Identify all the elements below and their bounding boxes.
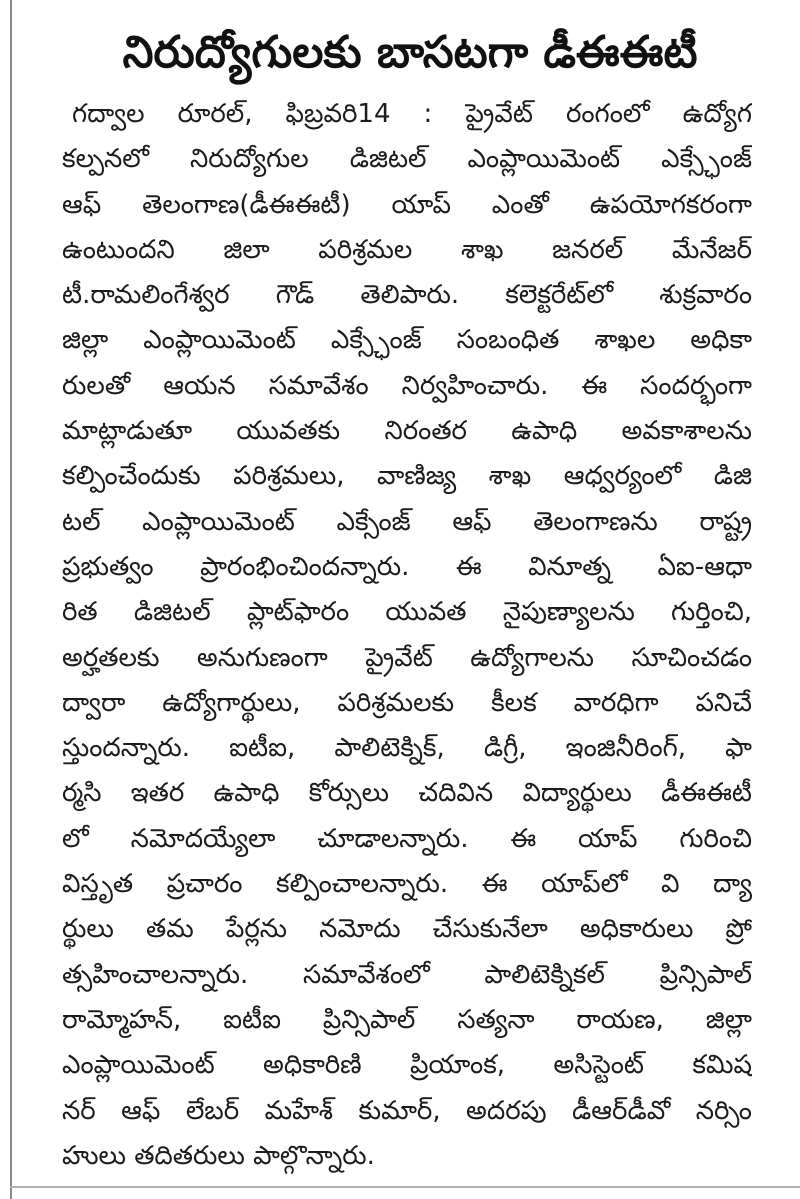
article-line: ఉంటుందని జిలా పరిశ్రమల శాఖ జనరల్ మేనేజర్ [62, 234, 752, 265]
article-line: ఆఫ్ తెలంగాణ(డీఈఈటీ) యాప్ ఎంతో ఉపయోగకరంగా [62, 189, 752, 220]
article-line: నర్ ఆఫ్ లేబర్ మహేశ్ కుమార్, అదరపు డీఆర్‌డీవో నర్సిం [62, 1095, 752, 1126]
article-body [62, 92, 752, 1177]
article-line: ద్వారా ఉద్యోగార్థులు, పరిశ్రమలకు కీలక వారధిగా పనిచే [62, 687, 752, 718]
article-line: జిల్లా ఎంప్లాయిమెంట్ ఎక్స్ఛేంజ్ సంబంధిత శాఖల అధికా [62, 325, 752, 356]
article-headline: నిరుద్యోగులకు బాసటగా డీఈఈటీ [122, 27, 698, 78]
article-line: ప్రభుత్వం ప్రారంభించిందన్నారు. ఈ వినూత్న ఏఐ-ఆధా [62, 551, 752, 582]
article-line: గద్వాల రూరల్, ఫిబ్రవరి14 : ప్రైవేట్ రంగంలో ఉద్యోగ [72, 99, 752, 129]
article-line: విస్తృత ప్రచారం కల్పించాలన్నారు. ఈ యాప్‌లో వి ద్యా [62, 869, 752, 900]
article-line: రిత డిజిటల్ ప్లాట్‌ఫారం యువత నైపుణ్యాలను గుర్తించి, [62, 597, 752, 628]
column-divider-rule [10, 0, 12, 1199]
article-line: స్తుందన్నారు. ఐటీఐ, పాలిటెక్నిక్, డిగ్రీ, ఇంజినీరింగ్, ఫా [62, 733, 752, 764]
article-line: కల్పించేందుకు పరిశ్రమలు, వాణిజ్య శాఖ ఆధ్వర్యంలో డిజి [62, 461, 752, 492]
article-line: కల్పనలో నిరుద్యోగుల డిజిటల్ ఎంప్లాయిమెంట్ ఎక్స్ఛేంజ్ [62, 144, 752, 175]
article-line: ర్మసి ఇతర ఉపాధి కోర్సులు చదివిన విద్యార్థులు డీఈఈటీ [62, 778, 752, 809]
article-line: అర్హతలకు అనుగుణంగా ప్రైవేట్ ఉద్యోగాలను సూచించడం [62, 642, 752, 673]
bottom-border-rule [10, 1186, 800, 1188]
article-line: హులు తదితరులు పాల్గొన్నారు. [62, 1140, 375, 1171]
article-line: ర్థులు తమ పేర్లను నమోదు చేసుకునేలా అధికారులు ప్రో [62, 914, 752, 945]
article-line: ఎంప్లాయిమెంట్ అధికారిణి ప్రియాంక, అసిస్టెంట్ కమిష [62, 1050, 752, 1081]
article-line: రామ్మోహన్, ఐటీఐ ప్రిన్సిపాల్ సత్యనా రాయణ, జిల్లా [62, 1004, 752, 1035]
article-line: మాట్లాడుతూ యువతకు నిరంతర ఉపాధి అవకాశాలను [62, 416, 752, 447]
article-line: టల్ ఎంప్లాయిమెంట్ ఎక్సేంజ్ ఆఫ్ తెలంగాణను రాష్ట్ర [62, 506, 752, 537]
article-line: టీ.రామలింగేశ్వర గౌడ్ తెలిపారు. కలెక్టరేట్‌లో శుక్రవారం [62, 280, 752, 311]
article-line: రులతో ఆయన సమావేశం నిర్వహించారు. ఈ సందర్భంగా [62, 370, 752, 401]
article-line: లో నమోదయ్యేలా చూడాలన్నారు. ఈ యాప్ గురించి [62, 823, 752, 854]
article-line: త్సహించాలన్నారు. సమావేశంలో పాలిటెక్నికల్ ప్రిన్సిపాల్ [62, 959, 752, 990]
